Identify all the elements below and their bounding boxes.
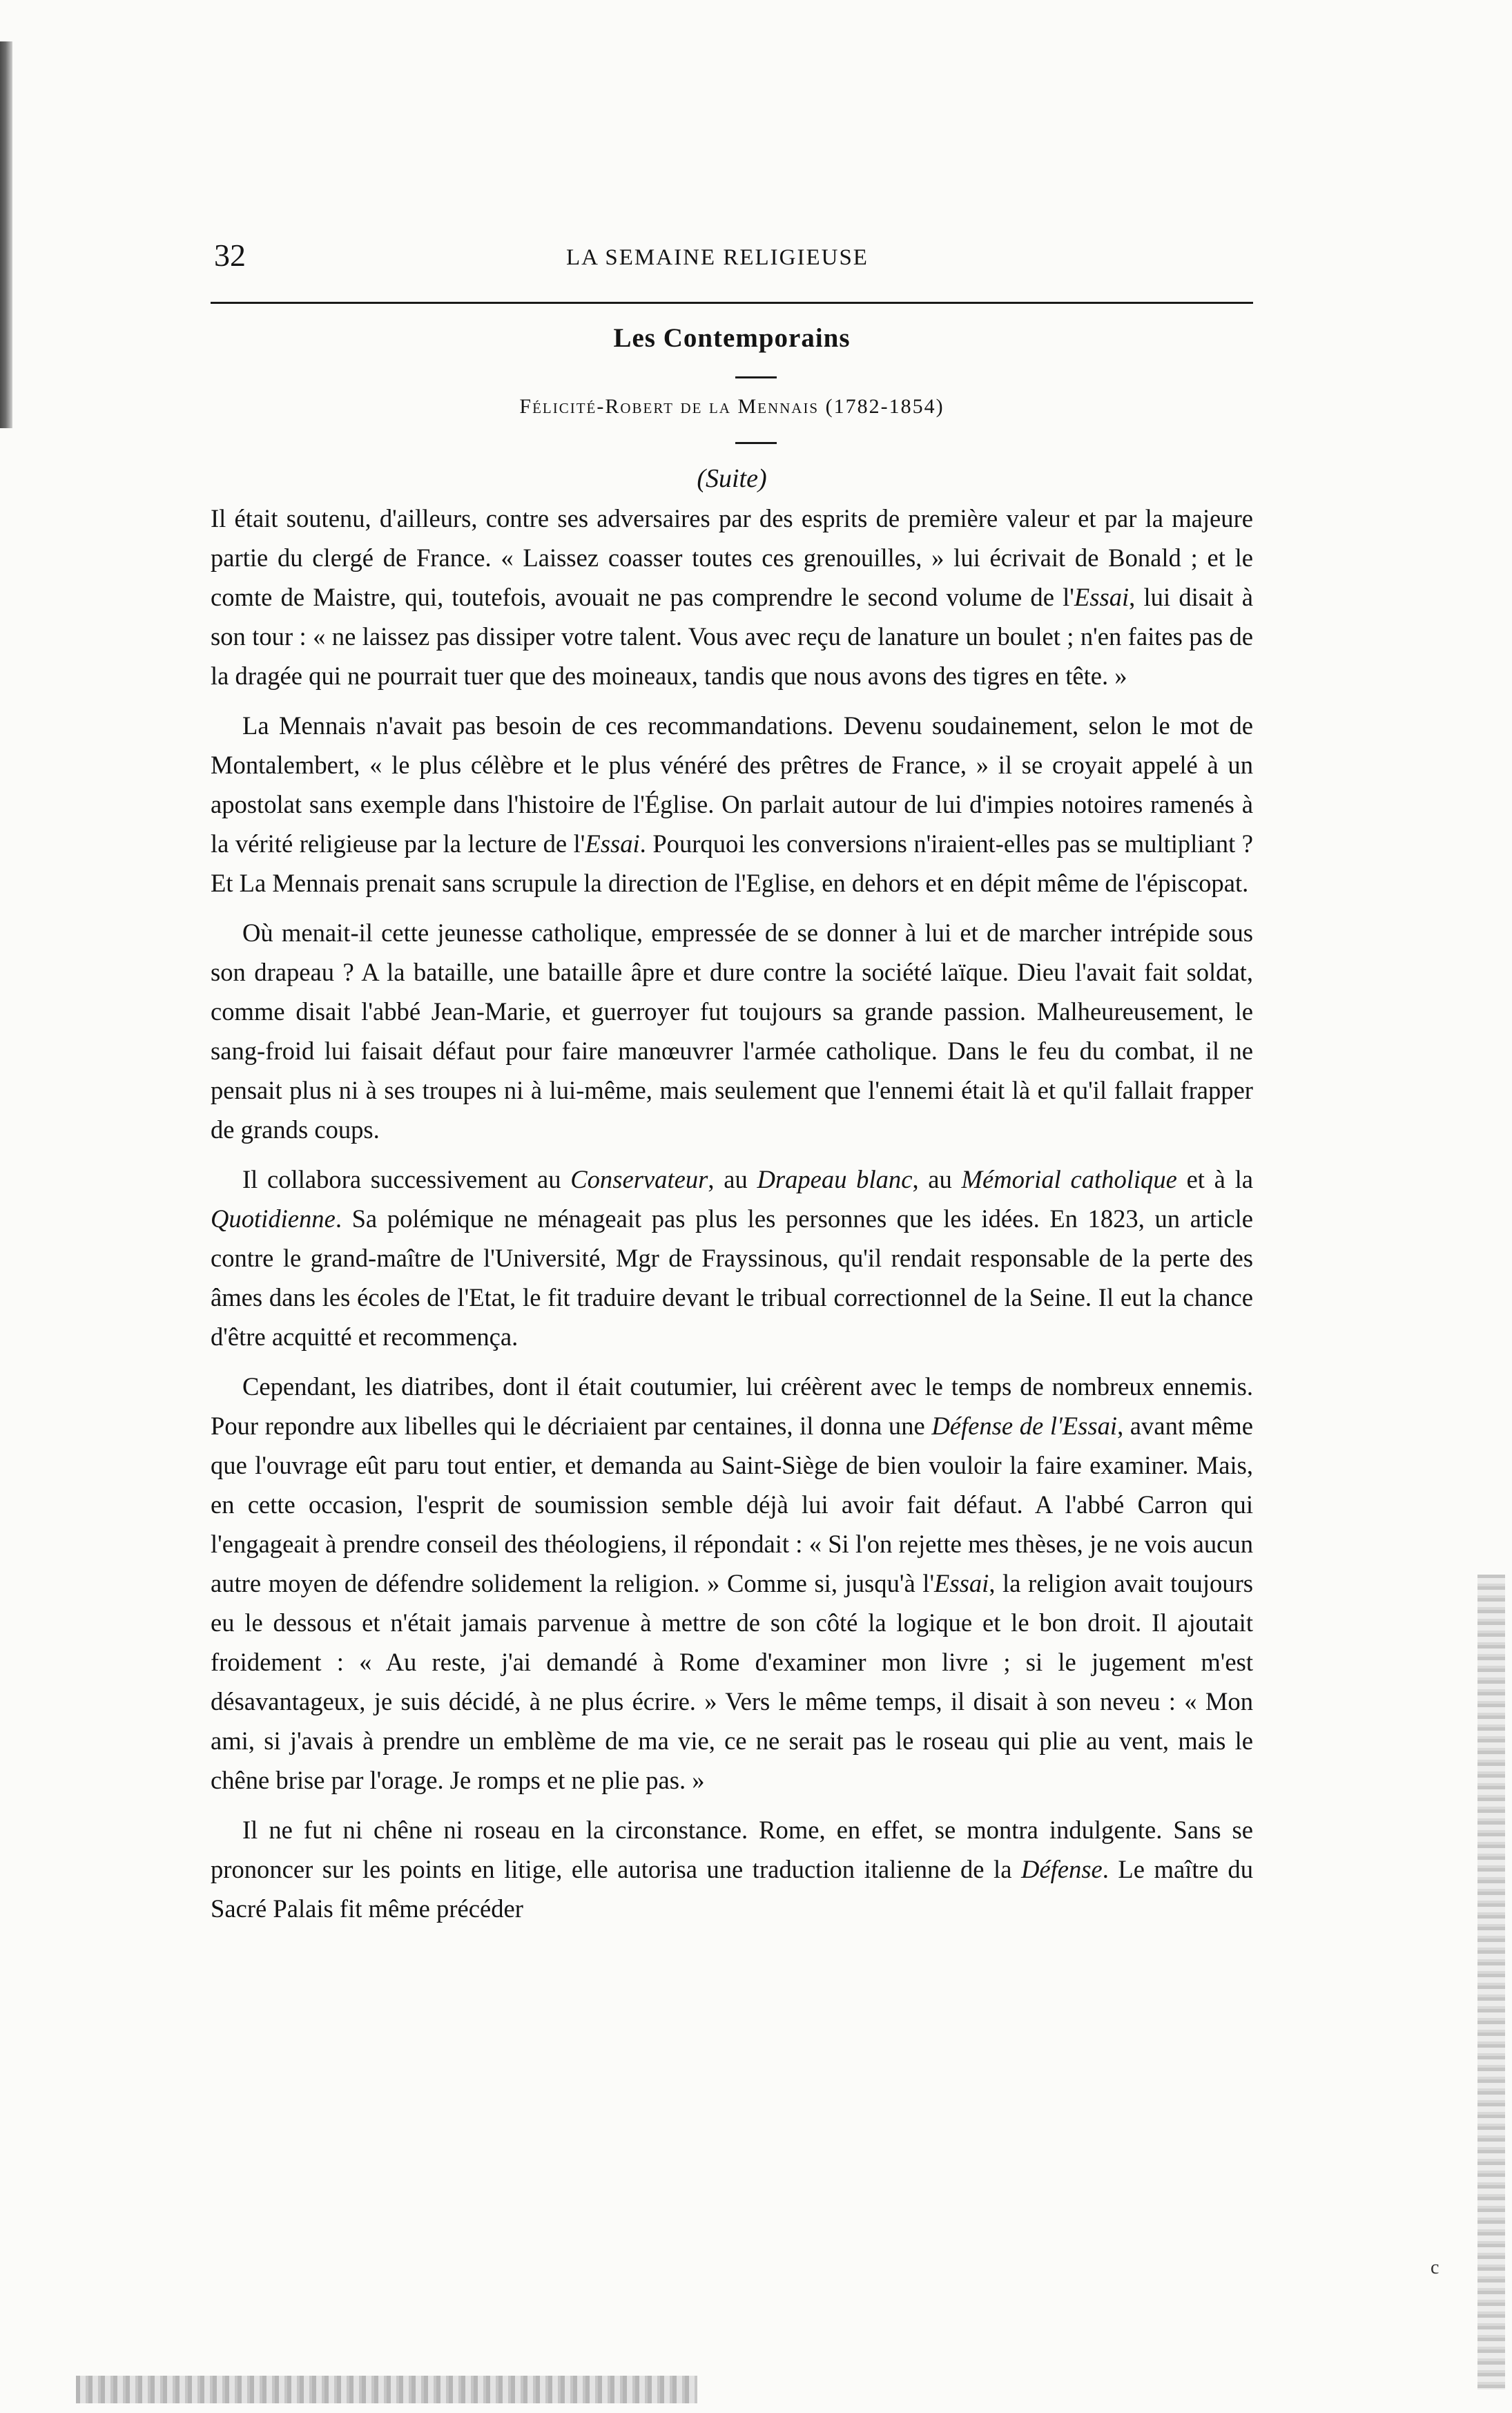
text-run: . Pourquoi les conversions n'iraient-elles pas se multipliant ? Et La Mennais prenait sans scrupule la direction de l'Eglise, en dehors et en dépit même de l'épiscopat. xyxy=(211,829,1253,897)
italic-text: Défense xyxy=(1020,1855,1103,1883)
page-number: 32 xyxy=(214,238,246,273)
text-run: , au xyxy=(708,1165,757,1193)
italic-text: Quotidienne xyxy=(211,1204,336,1233)
title-dash xyxy=(735,376,777,378)
paragraph xyxy=(211,913,1253,1149)
italic-text: Conservateur xyxy=(570,1165,708,1193)
scan-edge-left xyxy=(0,41,12,428)
subtitle-dash xyxy=(735,442,777,444)
article-body xyxy=(211,499,1253,1939)
subtitle-dates: (1782-1854) xyxy=(825,395,944,418)
article-subtitle xyxy=(211,388,1253,425)
scan-edge-right xyxy=(1477,1575,1505,2390)
text-run: , avant même que l'ouvrage eût paru tout entier, et demanda au Saint-Siège de bien vouloir la faire examiner. Mais, en cette occasion, l'esprit de soumission semble déjà lui avoir fait défaut. A l'abbé Carron qui l'engageait à prendre conseil des théologiens, il répondait : « Si l'on rejette mes thèses, je ne vois aucun autre moyen de défendre solidement la religion. » Comme si, jusqu'à l' xyxy=(211,1412,1253,1597)
header-rule xyxy=(211,302,1253,304)
continuation-label: (Suite) xyxy=(697,464,767,493)
subtitle-name: Félicité-Robert de la Mennais xyxy=(519,395,820,418)
italic-text: Essai xyxy=(585,829,640,858)
text-run: , la religion avait toujours eu le dessous et n'était jamais parvenue à mettre de son côté la logique et le bon droit. Il ajoutait froidement : « Au reste, j'ai demandé à Rome d'examiner mon livre ; si le jugement m'est désavantageux, je suis décidé, à ne plus écrire. » Vers le même temps, il disait à son neveu : « Mon ami, si j'avais à prendre un emblème de ma vie, ce ne serait pas le roseau qui plie au vent, mais le chêne brise par l'orage. Je romps et ne plie pas. » xyxy=(211,1569,1254,1794)
text-run: . Le maître du Sacré Palais fit même précéder xyxy=(211,1855,1253,1923)
text-run: La Mennais n'avait pas besoin de ces recommandations. Devenu soudainement, selon le mot de Montalembert, « le plus célèbre et le plus vénéré des prêtres de France, » il se croyait appelé à un apostolat sans exemple dans l'histoire de l'Église. On parlait autour de lui d'impies notoires ramenés à la vérité religieuse par la lecture de l' xyxy=(211,711,1253,858)
paragraph xyxy=(211,706,1253,903)
text-run: Il collabora successivement au xyxy=(242,1165,571,1193)
italic-text: Défense de l'Essai xyxy=(931,1412,1118,1440)
text-run: Il ne fut ni chêne ni roseau en la circonstance. Rome, en effet, se montra indulgente. Sans se prononcer sur les points en litige, elle autorisa une traduction italienne de la xyxy=(211,1816,1253,1883)
text-run: et à la xyxy=(1176,1165,1253,1193)
scan-edge-bottom xyxy=(76,2376,697,2403)
margin-mark: c xyxy=(1431,2257,1440,2278)
text-run: , lui disait à son tour : « ne laissez pas dissiper votre talent. Vous avec reçu de lanature un boulet ; n'en faites pas de la dragée qui ne pourrait tuer que des moineaux, tandis que nous avons des tigres en tête. » xyxy=(211,583,1253,690)
text-run: Il était soutenu, d'ailleurs, contre ses adversaires par des esprits de première valeur et par la majeure partie du clergé de France. « Laissez coasser toutes ces grenouilles, » lui écrivait de Bonald ; et le comte de Maistre, qui, toutefois, avouait ne pas comprendre le second volume de l' xyxy=(211,504,1253,611)
text-run: , au xyxy=(912,1165,962,1193)
italic-text: Drapeau blanc xyxy=(757,1165,913,1193)
paragraph xyxy=(211,499,1253,695)
paragraph xyxy=(211,1160,1253,1356)
running-head: LA SEMAINE RELIGIEUSE xyxy=(566,245,869,270)
article-title: Les Contemporains xyxy=(613,323,851,353)
text-run: Où menait-il cette jeunesse catholique, empressée de se donner à lui et de marcher intrépide sous son drapeau ? A la bataille, une bataille âpre et dure contre la société laïque. Dieu l'avait fait soldat, comme disait l'abbé Jean-Marie, et guerroyer fut toujours sa grande passion. Malheureusement, le sang-froid lui faisait défaut pour faire manœuvrer l'armée catholique. Dans le feu du combat, il ne pensait plus ni à ses troupes ni à lui-même, mais seulement que l'ennemi était là et qu'il fallait frapper de grands coups. xyxy=(211,919,1253,1144)
italic-text: Mémorial catholique xyxy=(961,1165,1177,1193)
paragraph xyxy=(211,1367,1253,1800)
italic-text: Essai xyxy=(1074,583,1130,611)
text-run: . Sa polémique ne ménageait pas plus les personnes que les idées. En 1823, un article contre le grand-maître de l'Université, Mgr de Frayssinous, qu'il rendait responsable de la perte des âmes dans les écoles de l'Etat, le fit traduire devant le tribual correctionnel de la Seine. Il eut la chance d'être acquitté et recommença. xyxy=(211,1204,1253,1351)
text-run: Cependant, les diatribes, dont il était coutumier, lui créèrent avec le temps de nombreux ennemis. Pour repondre aux libelles qui le décriaient par centaines, il donna une xyxy=(211,1372,1253,1440)
italic-text: Essai xyxy=(934,1569,989,1597)
paragraph xyxy=(211,1810,1253,1928)
